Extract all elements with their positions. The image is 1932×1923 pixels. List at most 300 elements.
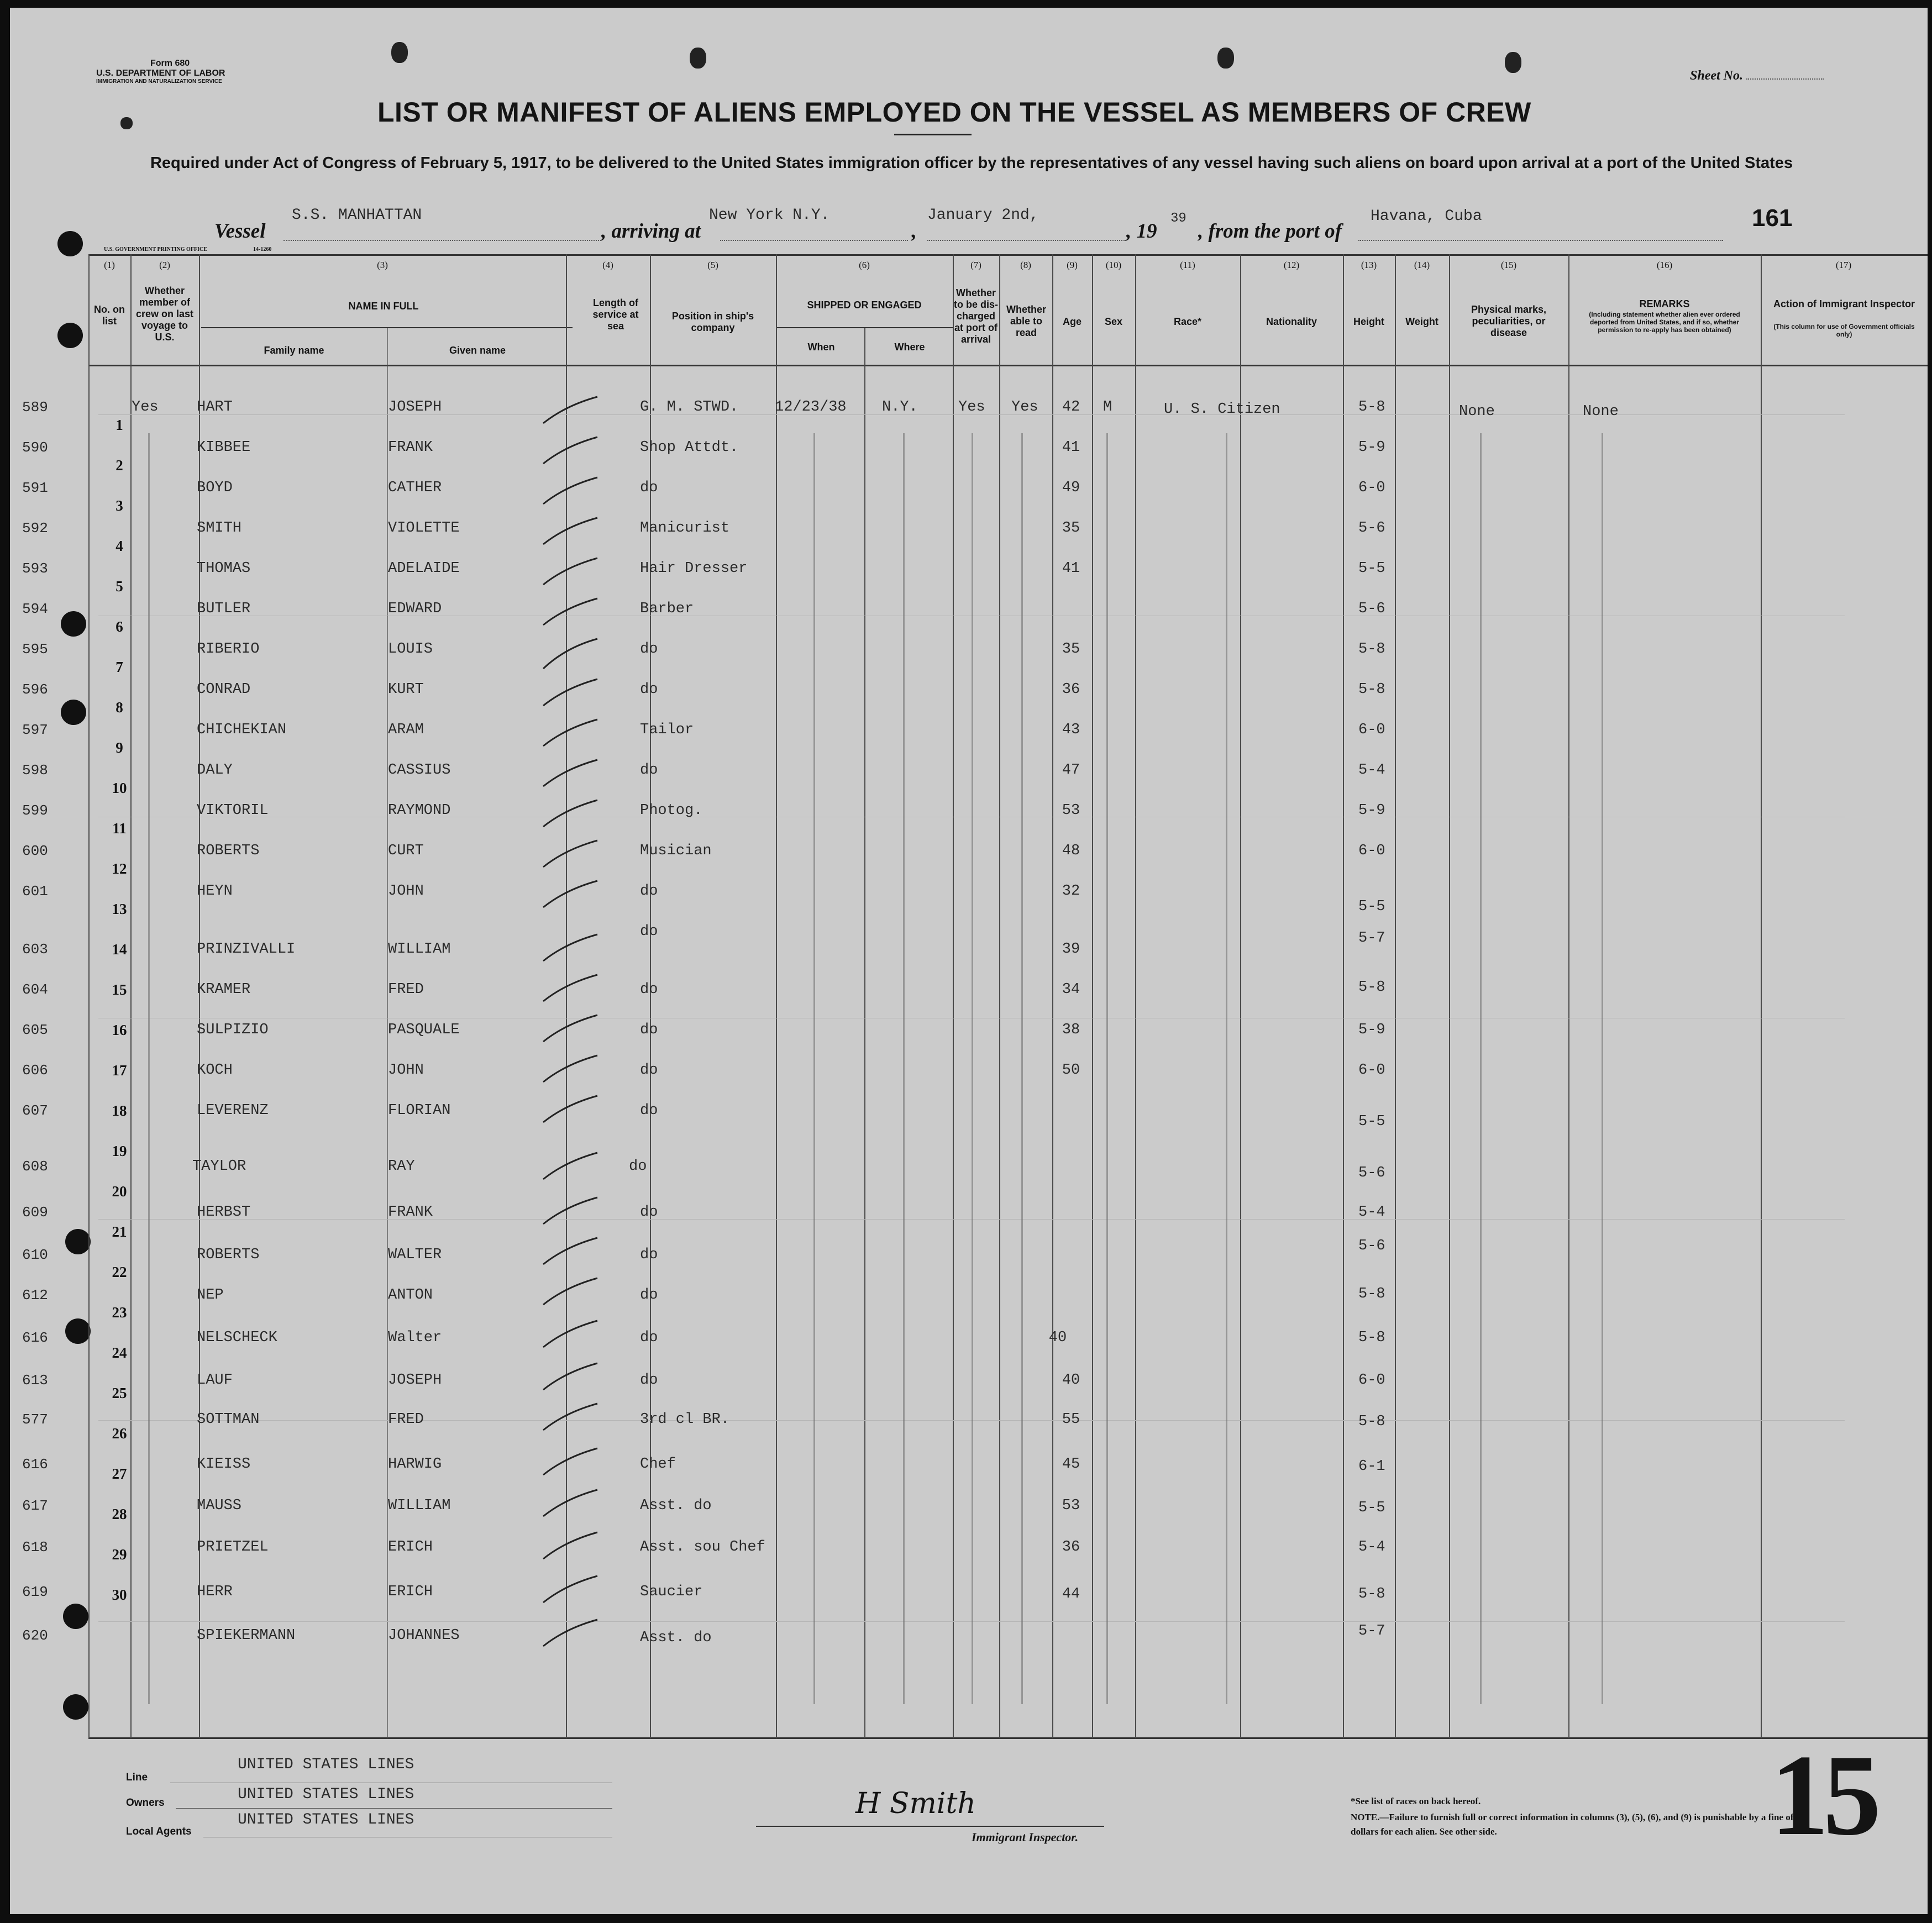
position: do xyxy=(640,681,658,698)
punch-hole xyxy=(1505,52,1521,73)
service-name: IMMIGRATION AND NATURALIZATION SERVICE xyxy=(96,78,222,85)
local-agents-value: UNITED STATES LINES xyxy=(238,1811,414,1829)
list-number: 30 xyxy=(112,1586,127,1603)
position: do xyxy=(640,641,658,658)
header-remarks: REMARKS xyxy=(1639,298,1690,309)
col-num-2: (2) xyxy=(159,260,170,270)
given-name: CURT xyxy=(388,843,424,859)
table-row xyxy=(10,637,1928,677)
given-name: ERICH xyxy=(388,1539,433,1556)
serial-number: 608 xyxy=(22,1158,48,1175)
age: 40 xyxy=(1048,1330,1067,1346)
table-row xyxy=(10,1564,1928,1646)
able-to-read-value: Yes xyxy=(1011,399,1038,416)
age: 53 xyxy=(1062,1498,1080,1514)
physical-marks-value: None xyxy=(1459,403,1495,420)
race-value: U. S. Citizen xyxy=(1164,401,1280,418)
given-name: FRANK xyxy=(388,1204,433,1221)
table-row xyxy=(10,919,1928,959)
check-mark xyxy=(538,516,604,549)
family-name: HEYN xyxy=(197,883,233,900)
given-name: KURT xyxy=(388,681,424,698)
shipped-when-value: 12/23/38 xyxy=(775,399,847,416)
position: Asst. sou Chef xyxy=(640,1539,765,1556)
family-name: NELSCHECK xyxy=(197,1330,277,1346)
list-number: 8 xyxy=(116,699,123,716)
list-number: 9 xyxy=(116,739,123,756)
family-name: NEP xyxy=(197,1287,224,1304)
header-length-service: Length of service at sea xyxy=(592,297,639,332)
list-number: 16 xyxy=(112,1022,127,1038)
crew-rows xyxy=(10,395,1928,1737)
table-row xyxy=(10,1242,1928,1304)
col-num-16: (16) xyxy=(1656,260,1673,270)
col-num-6: (6) xyxy=(859,260,870,270)
table-row xyxy=(10,475,1928,516)
table-row xyxy=(10,717,1928,758)
table-row xyxy=(10,1322,1928,1389)
age: 32 xyxy=(1062,883,1080,900)
header-physical-marks: Physical marks, peculiarities, or disease xyxy=(1471,304,1547,338)
position: G. M. STWD. xyxy=(640,399,739,416)
check-mark xyxy=(538,798,604,831)
header-shipped-engaged: SHIPPED OR ENGAGED xyxy=(807,300,922,311)
col-num-15: (15) xyxy=(1500,260,1517,270)
given-name: ERICH xyxy=(388,1584,433,1600)
list-number: 22 xyxy=(112,1264,127,1280)
check-mark xyxy=(538,475,604,508)
table-row xyxy=(10,798,1928,838)
list-number: 4 xyxy=(116,538,123,554)
punch-hole xyxy=(120,117,133,129)
position: Asst. do xyxy=(640,1498,712,1514)
age: 45 xyxy=(1062,1456,1080,1473)
check-mark xyxy=(538,596,604,629)
serial-number: 593 xyxy=(22,560,48,577)
position: 3rd cl BR. xyxy=(640,1411,730,1428)
given-name: JOSEPH xyxy=(388,1372,442,1389)
family-name: BOYD xyxy=(197,480,233,496)
family-name: BUTLER xyxy=(197,601,251,617)
height: 6-0 xyxy=(1358,1062,1385,1079)
header-discharged: Whether to be dis-charged at port of arrival xyxy=(954,287,998,345)
family-name: ROBERTS xyxy=(197,1247,260,1263)
position: Asst. do xyxy=(640,1630,712,1646)
list-number: 5 xyxy=(116,578,123,595)
height: 5-7 xyxy=(1358,930,1385,947)
height: 6-0 xyxy=(1358,722,1385,738)
position: Manicurist xyxy=(640,520,730,537)
table-row xyxy=(10,959,1928,1000)
given-name: FRED xyxy=(388,981,424,998)
position: do xyxy=(640,1204,658,1221)
age: 47 xyxy=(1062,762,1080,779)
check-mark xyxy=(538,838,604,871)
check-mark xyxy=(538,677,604,710)
given-name: ANTON xyxy=(388,1287,433,1304)
family-name: CONRAD xyxy=(197,681,251,698)
list-number: 13 xyxy=(112,901,127,917)
table-row xyxy=(10,677,1928,717)
family-name: RIBERIO xyxy=(197,641,260,658)
serial-number: 609 xyxy=(22,1204,48,1221)
height: 5-8 xyxy=(1358,1330,1385,1346)
date-underline xyxy=(927,240,1126,241)
serial-number: 603 xyxy=(22,941,48,958)
family-name: HERBST xyxy=(197,1204,251,1221)
penalty-note: NOTE.—Failure to furnish full or correct information in columns (3), (5), (6), and (9) is punishable by a fine of ten dollars for each alien. See other side. xyxy=(1351,1812,1809,1837)
family-name: TAYLOR xyxy=(192,1158,246,1175)
age: 35 xyxy=(1062,520,1080,537)
position: do xyxy=(640,1102,658,1119)
family-name: SULPIZIO xyxy=(197,1022,269,1038)
family-name: KIBBEE xyxy=(197,439,251,456)
local-agents-label: Local Agents xyxy=(126,1826,192,1837)
height: 5-4 xyxy=(1358,1204,1385,1221)
height: 5-8 xyxy=(1358,681,1385,698)
col-num-9: (9) xyxy=(1067,260,1078,270)
height: 5-8 xyxy=(1358,399,1385,416)
discharged-value: Yes xyxy=(958,399,985,416)
height: 5-4 xyxy=(1358,1539,1385,1556)
age: 42 xyxy=(1062,399,1080,416)
given-name: CASSIUS xyxy=(388,762,451,779)
header-shipped-where: Where xyxy=(894,341,925,353)
serial-number: 606 xyxy=(22,1062,48,1079)
list-number: 15 xyxy=(112,981,127,998)
family-name: SMITH xyxy=(197,520,242,537)
table-header-rule xyxy=(88,365,1928,366)
table-row xyxy=(10,758,1928,798)
list-number: 27 xyxy=(112,1465,127,1482)
given-name: JOSEPH xyxy=(388,399,442,416)
height: 5-7 xyxy=(1358,1623,1385,1640)
family-name: SPIEKERMANN xyxy=(197,1627,296,1644)
header-weight: Weight xyxy=(1405,316,1439,327)
page-subtitle: Required under Act of Congress of February 5, 1917, to be delivered to the United States immigration officer by the representatives of any vessel having such aliens on board upon arrival at a port of the United States xyxy=(150,154,1793,172)
family-name: THOMAS xyxy=(197,560,251,577)
given-name: ADELAIDE xyxy=(388,560,460,577)
age: 43 xyxy=(1062,722,1080,738)
height: 5-4 xyxy=(1358,762,1385,779)
height: 5-9 xyxy=(1358,802,1385,819)
table-row xyxy=(10,1080,1928,1130)
age: 44 xyxy=(1062,1586,1080,1602)
col-num-14: (14) xyxy=(1414,260,1430,270)
given-name: FRED xyxy=(388,1411,424,1428)
list-number: 26 xyxy=(112,1425,127,1442)
header-able-to-read: Whether able to read xyxy=(1006,304,1046,338)
sheet-number-label: Sheet No. xyxy=(1690,69,1824,83)
col-num-17: (17) xyxy=(1835,260,1852,270)
position: Hair Dresser xyxy=(640,560,748,577)
check-mark xyxy=(538,556,604,589)
table-row xyxy=(10,1201,1928,1263)
check-mark xyxy=(538,435,604,468)
position: do xyxy=(640,1372,658,1389)
table-row xyxy=(10,1363,1928,1430)
family-name: CHICHEKIAN xyxy=(197,722,287,738)
height: 5-8 xyxy=(1358,1286,1385,1302)
position: do xyxy=(640,1022,658,1038)
table-bottom-rule xyxy=(88,1737,1928,1739)
serial-number: 610 xyxy=(22,1247,48,1263)
arrival-year: 39 xyxy=(1170,211,1186,226)
stamped-page-number: 15 xyxy=(1771,1731,1876,1859)
serial-number: 604 xyxy=(22,981,48,998)
list-number: 3 xyxy=(116,497,123,514)
table-row xyxy=(10,1282,1928,1346)
given-name: PASQUALE xyxy=(388,1022,460,1038)
owners-underline xyxy=(176,1808,612,1809)
given-name: ARAM xyxy=(388,722,424,738)
list-number: 7 xyxy=(116,659,123,675)
header-family-name: Family name xyxy=(264,345,324,356)
serial-number: 600 xyxy=(22,843,48,859)
col-num-11: (11) xyxy=(1180,260,1195,270)
height: 5-5 xyxy=(1358,899,1385,915)
serial-number: 592 xyxy=(22,520,48,537)
col-num-4: (4) xyxy=(602,260,613,270)
position: do xyxy=(640,1247,658,1263)
col-num-3: (3) xyxy=(377,260,388,270)
printing-code: 14-1260 xyxy=(253,246,272,253)
list-number: 28 xyxy=(112,1506,127,1522)
position: Chef xyxy=(640,1456,676,1473)
punch-hole xyxy=(57,323,83,348)
list-number: 20 xyxy=(112,1183,127,1200)
printing-office: U.S. GOVERNMENT PRINTING OFFICE xyxy=(104,246,207,253)
from-port-label: , from the port of xyxy=(1198,220,1342,243)
age: 39 xyxy=(1062,941,1080,958)
header-list-number: No. on list xyxy=(94,304,125,327)
table-row xyxy=(10,556,1928,596)
family-name: KIEISS xyxy=(197,1456,251,1473)
height: 5-8 xyxy=(1358,1414,1385,1430)
list-number: 1 xyxy=(116,417,123,433)
position: do xyxy=(640,981,658,998)
header-race: Race* xyxy=(1173,316,1202,327)
given-name: EDWARD xyxy=(388,601,442,617)
serial-number: 612 xyxy=(22,1287,48,1304)
age: 35 xyxy=(1062,641,1080,658)
owners-value: UNITED STATES LINES xyxy=(238,1786,414,1803)
list-number: 19 xyxy=(112,1143,127,1159)
serial-number: 613 xyxy=(22,1372,48,1389)
list-number: 10 xyxy=(112,780,127,796)
last-voyage-value: Yes xyxy=(132,399,159,416)
position: do xyxy=(640,1287,658,1304)
vessel-name: S.S. MANHATTAN xyxy=(292,207,422,224)
line-value: UNITED STATES LINES xyxy=(238,1756,414,1773)
age: 40 xyxy=(1062,1372,1080,1389)
serial-number: 617 xyxy=(22,1498,48,1514)
list-number: 18 xyxy=(112,1102,127,1119)
punch-hole xyxy=(391,42,408,63)
height: 6-1 xyxy=(1358,1458,1385,1475)
age: 36 xyxy=(1062,681,1080,698)
list-number: 2 xyxy=(116,457,123,474)
col-num-12: (12) xyxy=(1283,260,1300,270)
table-row xyxy=(10,435,1928,475)
header-last-voyage: Whether member of crew on last voyage to U.S. xyxy=(135,285,194,343)
table-row xyxy=(10,1000,1928,1040)
arriving-label: , arriving at xyxy=(601,220,701,243)
list-number: 17 xyxy=(112,1062,127,1079)
sex-value: M xyxy=(1103,399,1112,416)
serial-number: 598 xyxy=(22,762,48,779)
family-name: DALY xyxy=(197,762,233,779)
family-name: LEVERENZ xyxy=(197,1102,269,1119)
family-name: PRIETZEL xyxy=(197,1539,269,1556)
position: Barber xyxy=(640,601,694,617)
stamped-number: 161 xyxy=(1752,204,1793,232)
position: do xyxy=(640,883,658,900)
from-port: Havana, Cuba xyxy=(1371,208,1482,225)
list-number: 24 xyxy=(112,1344,127,1361)
header-sex: Sex xyxy=(1104,316,1123,327)
given-name: WILLIAM xyxy=(388,941,451,958)
signature-rule xyxy=(756,1826,1104,1827)
table-row xyxy=(10,1161,1928,1221)
serial-number: 589 xyxy=(22,399,48,416)
col-num-10: (10) xyxy=(1105,260,1122,270)
serial-number: 601 xyxy=(22,883,48,900)
age: 34 xyxy=(1062,981,1080,998)
position: do xyxy=(640,1330,658,1346)
inspector-label: Immigrant Inspector. xyxy=(972,1830,1079,1844)
department-name: U.S. DEPARTMENT OF LABOR xyxy=(96,69,225,78)
owners-label: Owners xyxy=(126,1797,165,1809)
serial-number: 618 xyxy=(22,1539,48,1556)
height: 5-5 xyxy=(1358,1113,1385,1130)
position: Saucier xyxy=(640,1584,703,1600)
position: Tailor xyxy=(640,722,694,738)
serial-number: 597 xyxy=(22,722,48,738)
table-row xyxy=(10,395,1928,435)
serial-number: 591 xyxy=(22,480,48,496)
header-inspector-action: Action of Immigrant Inspector xyxy=(1773,298,1915,309)
punch-hole xyxy=(57,231,83,256)
family-name: VIKTORIL xyxy=(197,802,269,819)
remarks-value: None xyxy=(1583,403,1619,420)
vessel-label: Vessel xyxy=(214,220,266,243)
given-name: WALTER xyxy=(388,1247,442,1263)
given-name: LOUIS xyxy=(388,641,433,658)
given-name: Walter xyxy=(388,1330,442,1346)
serial-number: 595 xyxy=(22,641,48,658)
position: do xyxy=(629,1158,647,1175)
table-row xyxy=(10,1040,1928,1080)
serial-number: 616 xyxy=(22,1456,48,1473)
family-name: PRINZIVALLI xyxy=(197,941,296,958)
height: 5-5 xyxy=(1358,1500,1385,1516)
position: do xyxy=(640,923,658,940)
date-separator: , xyxy=(911,220,916,243)
height: 5-6 xyxy=(1358,1238,1385,1254)
arriving-port: New York N.Y. xyxy=(709,207,830,224)
col-num-5: (5) xyxy=(707,260,718,270)
list-number: 29 xyxy=(112,1546,127,1563)
age: 41 xyxy=(1062,439,1080,456)
check-mark xyxy=(538,395,604,428)
check-mark xyxy=(538,717,604,750)
col-num-7: (7) xyxy=(970,260,981,270)
height: 6-0 xyxy=(1358,1372,1385,1389)
serial-number: 619 xyxy=(22,1584,48,1600)
punch-hole xyxy=(690,48,706,69)
table-row xyxy=(10,596,1928,637)
vessel-underline xyxy=(284,240,601,241)
family-name: HART xyxy=(197,399,233,416)
family-name: ROBERTS xyxy=(197,843,260,859)
table-row xyxy=(10,516,1928,556)
given-name: VIOLETTE xyxy=(388,520,460,537)
age: 41 xyxy=(1062,560,1080,577)
serial-number: 594 xyxy=(22,601,48,617)
position: do xyxy=(640,480,658,496)
height: 5-9 xyxy=(1358,1022,1385,1038)
table-row xyxy=(10,838,1928,879)
age: 36 xyxy=(1062,1539,1080,1556)
serial-number: 596 xyxy=(22,681,48,698)
height: 5-9 xyxy=(1358,439,1385,456)
shipped-where-value: N.Y. xyxy=(882,399,918,416)
punch-hole xyxy=(1217,48,1234,69)
check-mark xyxy=(538,758,604,791)
arriving-underline xyxy=(720,240,908,241)
given-name: CATHER xyxy=(388,480,442,496)
given-name: JOHN xyxy=(388,1062,424,1079)
form-number: Form 680 xyxy=(150,59,190,68)
col-num-1: (1) xyxy=(104,260,115,270)
height: 5-6 xyxy=(1358,520,1385,537)
header-position: Position in ship's company xyxy=(671,311,754,333)
header-name-in-full: NAME IN FULL xyxy=(348,301,419,312)
list-number: 6 xyxy=(116,618,123,635)
header-inspector-note: (This column for use of Government officials only) xyxy=(1773,323,1915,338)
age: 48 xyxy=(1062,843,1080,859)
inspector-signature: H Smith xyxy=(855,1787,976,1820)
title-rule xyxy=(894,134,972,135)
header-height: Height xyxy=(1353,316,1384,327)
header-shipped-when: When xyxy=(807,341,835,353)
check-mark xyxy=(538,879,604,912)
header-nationality: Nationality xyxy=(1266,316,1317,327)
height: 5-8 xyxy=(1358,979,1385,996)
table-top-rule xyxy=(88,254,1928,256)
family-name: MAUSS xyxy=(197,1498,242,1514)
list-number: 21 xyxy=(112,1223,127,1240)
height: 6-0 xyxy=(1358,480,1385,496)
given-name: JOHANNES xyxy=(388,1627,460,1644)
page-title: LIST OR MANIFEST OF ALIENS EMPLOYED ON THE VESSEL AS MEMBERS OF CREW xyxy=(377,97,1531,128)
age: 55 xyxy=(1062,1411,1080,1428)
header-given-name: Given name xyxy=(449,345,506,356)
table-row xyxy=(10,1121,1928,1181)
serial-number: 605 xyxy=(22,1022,48,1038)
list-number: 11 xyxy=(112,820,127,837)
line-label: Line xyxy=(126,1772,148,1783)
list-number: 12 xyxy=(112,860,127,877)
check-mark xyxy=(538,1617,604,1651)
age: 50 xyxy=(1062,1062,1080,1079)
family-name: KRAMER xyxy=(197,981,251,998)
age: 38 xyxy=(1062,1022,1080,1038)
serial-number: 607 xyxy=(22,1102,48,1119)
given-name: FRANK xyxy=(388,439,433,456)
family-name: LAUF xyxy=(197,1372,233,1389)
